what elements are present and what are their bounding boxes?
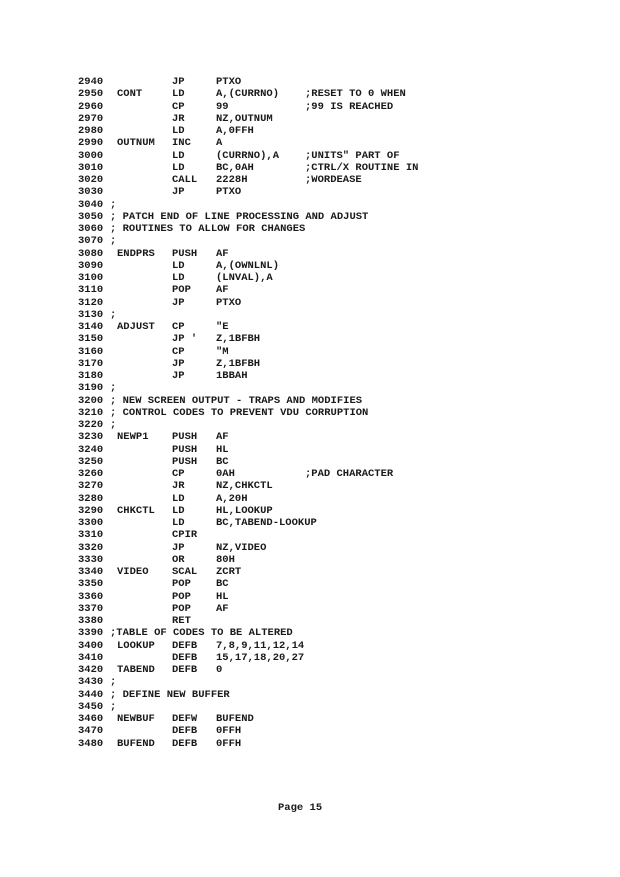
code-line <box>78 676 478 688</box>
line-number: 3150 <box>78 333 104 346</box>
label: NEWBUF <box>117 713 155 725</box>
comment: ;CTRL/X ROUTINE IN <box>305 161 419 174</box>
opcode: LD <box>172 125 185 137</box>
opcode: LD <box>172 259 185 272</box>
opcode: POP <box>172 590 191 603</box>
line-number: 3480 <box>78 737 104 750</box>
operand: HL <box>216 590 229 603</box>
operand: HL <box>216 443 229 456</box>
comment-text: ; <box>110 419 117 431</box>
opcode: JP <box>172 186 185 199</box>
opcode: INC <box>172 137 191 150</box>
line-number: 2970 <box>78 112 104 125</box>
opcode: LD <box>172 161 185 174</box>
code-line <box>78 701 478 713</box>
opcode: DEFB <box>172 639 198 652</box>
opcode: JR <box>172 112 185 125</box>
operand: Z,1BFBH <box>216 357 261 370</box>
code-line <box>78 125 478 137</box>
code-line <box>78 578 478 590</box>
line-number: 3340 <box>78 566 104 578</box>
operand: A,20H <box>216 492 248 505</box>
line-number: 3380 <box>78 615 104 627</box>
code-line <box>78 554 478 566</box>
opcode: CP <box>172 345 185 358</box>
operand: NZ,OUTNUM <box>216 112 273 125</box>
opcode: POP <box>172 578 191 591</box>
code-line <box>78 186 478 198</box>
line-number: 3440 <box>78 688 104 701</box>
operand: ZCRT <box>216 566 242 578</box>
opcode: CALL <box>172 174 198 186</box>
code-line <box>78 162 478 174</box>
line-number: 3330 <box>78 553 104 566</box>
label: VIDEO <box>117 566 149 578</box>
line-number: 3360 <box>78 590 104 603</box>
line-number: 3220 <box>78 419 104 431</box>
opcode: LD <box>172 504 185 517</box>
operand: A,0FFH <box>216 125 254 137</box>
code-line <box>78 137 478 149</box>
code-line <box>78 321 478 333</box>
line-number: 3250 <box>78 455 104 468</box>
code-line <box>78 358 478 370</box>
line-number: 3280 <box>78 492 104 505</box>
line-number: 3240 <box>78 443 104 456</box>
code-line <box>78 101 478 113</box>
code-line <box>78 419 478 431</box>
line-number: 3040 <box>78 198 104 211</box>
line-number: 3100 <box>78 272 104 284</box>
code-line <box>78 272 478 284</box>
operand: "M <box>216 345 229 358</box>
code-line <box>78 260 478 272</box>
operand: BC,0AH <box>216 161 254 174</box>
label: CONT <box>117 88 143 101</box>
comment: ;99 IS REACHED <box>305 100 394 113</box>
line-number: 3390 <box>78 627 104 640</box>
code-line <box>78 725 478 737</box>
line-number: 3110 <box>78 284 104 297</box>
page-number: 15 <box>309 802 323 814</box>
page-label: Page <box>278 802 304 814</box>
operand: AF <box>216 602 229 615</box>
opcode: CPIR <box>172 529 198 542</box>
code-line <box>78 382 478 394</box>
operand: 2228H <box>216 174 248 186</box>
line-number: 3290 <box>78 504 104 517</box>
code-line <box>78 297 478 309</box>
line-number: 2980 <box>78 125 104 137</box>
opcode: LD <box>172 517 185 529</box>
opcode: JP <box>172 296 185 309</box>
operand: BC <box>216 578 229 591</box>
line-number: 3050 <box>78 210 104 223</box>
line-number: 3010 <box>78 161 104 174</box>
line-number: 3400 <box>78 639 104 652</box>
operand: HL,LOOKUP <box>216 504 273 517</box>
code-line <box>78 640 478 652</box>
code-line <box>78 738 478 750</box>
operand: 99 <box>216 100 229 113</box>
comment-text: ; CONTROL CODES TO PREVENT VDU CORRUPTION <box>110 406 369 419</box>
opcode: POP <box>172 284 191 297</box>
line-number: 3370 <box>78 602 104 615</box>
line-number: 3200 <box>78 394 104 407</box>
operand: 0AH <box>216 468 235 480</box>
code-listing <box>78 76 478 750</box>
opcode: DEFB <box>172 651 198 664</box>
opcode: CP <box>172 321 185 333</box>
label: OUTNUM <box>117 137 155 150</box>
operand: 0FFH <box>216 725 242 738</box>
code-line <box>78 333 478 345</box>
line-number: 3210 <box>78 406 104 419</box>
line-number: 3160 <box>78 345 104 358</box>
operand: PTXO <box>216 76 242 88</box>
operand: Z,1BFBH <box>216 333 261 346</box>
line-number: 3090 <box>78 259 104 272</box>
code-line <box>78 468 478 480</box>
line-number: 3170 <box>78 357 104 370</box>
code-line <box>78 664 478 676</box>
label: CHKCTL <box>117 504 155 517</box>
opcode: CP <box>172 100 185 113</box>
code-line <box>78 542 478 554</box>
line-number: 3300 <box>78 517 104 529</box>
opcode: PUSH <box>172 443 198 456</box>
label: ADJUST <box>117 321 155 333</box>
code-line <box>78 505 478 517</box>
comment: ;PAD CHARACTER <box>305 468 394 480</box>
comment-text: ; ROUTINES TO ALLOW FOR CHANGES <box>110 223 306 235</box>
opcode: LD <box>172 149 185 162</box>
opcode: DEFB <box>172 737 198 750</box>
opcode: JP ' <box>172 333 198 346</box>
operand: AF <box>216 284 229 297</box>
label: TABEND <box>117 664 155 676</box>
opcode: LD <box>172 88 185 101</box>
line-number: 3350 <box>78 578 104 591</box>
code-line <box>78 88 478 100</box>
label: LOOKUP <box>117 639 155 652</box>
line-number: 3460 <box>78 713 104 725</box>
line-number: 3120 <box>78 296 104 309</box>
code-line <box>78 150 478 162</box>
operand: BC,TABEND-LOOKUP <box>216 517 317 529</box>
opcode: CP <box>172 468 185 480</box>
line-number: 3000 <box>78 149 104 162</box>
opcode: SCAL <box>172 566 198 578</box>
comment-text: ; NEW SCREEN OUTPUT - TRAPS AND MODIFIES <box>110 394 363 407</box>
operand: "E <box>216 321 229 333</box>
comment-text: ;TABLE OF CODES TO BE ALTERED <box>110 627 293 640</box>
opcode: RET <box>172 615 191 627</box>
code-line <box>78 76 478 88</box>
code-line <box>78 603 478 615</box>
code-line <box>78 517 478 529</box>
code-line <box>78 174 478 186</box>
line-number: 3310 <box>78 529 104 542</box>
code-line <box>78 113 478 125</box>
line-number: 3260 <box>78 468 104 480</box>
operand: AF <box>216 247 229 260</box>
line-number: 3140 <box>78 321 104 333</box>
code-line <box>78 591 478 603</box>
code-line <box>78 627 478 639</box>
code-line <box>78 395 478 407</box>
line-number: 3020 <box>78 174 104 186</box>
comment: ;RESET TO 0 WHEN <box>305 88 406 101</box>
code-line <box>78 493 478 505</box>
operand: AF <box>216 431 229 444</box>
code-line <box>78 480 478 492</box>
opcode: POP <box>172 602 191 615</box>
comment-text: ; <box>110 198 117 211</box>
line-number: 2940 <box>78 76 104 88</box>
operand: 80H <box>216 553 235 566</box>
code-line <box>78 370 478 382</box>
operand: 15,17,18,20,27 <box>216 651 305 664</box>
code-line <box>78 223 478 235</box>
operand: BC <box>216 455 229 468</box>
line-number: 3270 <box>78 480 104 493</box>
opcode: JP <box>172 541 185 554</box>
opcode: JR <box>172 480 185 493</box>
line-number: 2950 <box>78 88 104 101</box>
comment-text: ; DEFINE NEW BUFFER <box>110 688 230 701</box>
operand: A <box>216 137 223 150</box>
opcode: DEFW <box>172 713 198 725</box>
line-number: 3320 <box>78 541 104 554</box>
opcode: DEFB <box>172 664 198 676</box>
code-line <box>78 248 478 260</box>
comment-text: ; <box>110 700 117 713</box>
line-number: 3450 <box>78 700 104 713</box>
line-number: 3030 <box>78 186 104 199</box>
operand: PTXO <box>216 186 242 199</box>
comment-text: ; <box>110 382 117 395</box>
code-line <box>78 284 478 296</box>
code-line <box>78 456 478 468</box>
code-line <box>78 566 478 578</box>
operand: NZ,CHKCTL <box>216 480 273 493</box>
line-number: 3180 <box>78 370 104 382</box>
line-number: 3060 <box>78 223 104 235</box>
operand: BUFEND <box>216 713 254 725</box>
opcode: PUSH <box>172 431 198 444</box>
code-line <box>78 529 478 541</box>
code-line <box>78 431 478 443</box>
label: BUFEND <box>117 737 155 750</box>
opcode: DEFB <box>172 725 198 738</box>
code-line <box>78 689 478 701</box>
comment-text: ; PATCH END OF LINE PROCESSING AND ADJUST <box>110 210 369 223</box>
operand: A,(OWNLNL) <box>216 259 280 272</box>
line-number: 3420 <box>78 664 104 676</box>
code-line <box>78 444 478 456</box>
operand: 7,8,9,11,12,14 <box>216 639 305 652</box>
comment-text: ; <box>110 235 117 248</box>
line-number: 2960 <box>78 100 104 113</box>
opcode: PUSH <box>172 247 198 260</box>
code-line <box>78 615 478 627</box>
operand: 0FFH <box>216 737 242 750</box>
operand: (CURRNO),A <box>216 149 280 162</box>
opcode: PUSH <box>172 455 198 468</box>
line-number: 2990 <box>78 137 104 150</box>
opcode: JP <box>172 370 185 382</box>
code-line <box>78 407 478 419</box>
opcode: LD <box>172 272 185 284</box>
operand: 0 <box>216 664 223 676</box>
line-number: 3070 <box>78 235 104 248</box>
comment: ;WORDEASE <box>305 174 362 186</box>
opcode: JP <box>172 76 185 88</box>
line-number: 3080 <box>78 247 104 260</box>
code-line <box>78 235 478 247</box>
code-line <box>78 211 478 223</box>
code-line <box>78 652 478 664</box>
operand: A,(CURRNO) <box>216 88 280 101</box>
operand: (LNVAL),A <box>216 272 273 284</box>
label: ENDPRS <box>117 247 155 260</box>
line-number: 3130 <box>78 308 104 321</box>
code-line <box>78 713 478 725</box>
opcode: LD <box>172 492 185 505</box>
code-line <box>78 346 478 358</box>
line-number: 3230 <box>78 431 104 444</box>
code-line <box>78 199 478 211</box>
line-number: 3430 <box>78 676 104 689</box>
line-number: 3190 <box>78 382 104 395</box>
line-number: 3470 <box>78 725 104 738</box>
label: NEWP1 <box>117 431 149 444</box>
opcode: OR <box>172 553 185 566</box>
operand: 1BBAH <box>216 370 248 382</box>
comment: ;UNITS" PART OF <box>305 149 400 162</box>
opcode: JP <box>172 357 185 370</box>
comment-text: ; <box>110 308 117 321</box>
operand: PTXO <box>216 296 242 309</box>
code-line <box>78 309 478 321</box>
page-footer <box>278 802 322 814</box>
comment-text: ; <box>110 676 117 689</box>
line-number: 3410 <box>78 651 104 664</box>
operand: NZ,VIDEO <box>216 541 267 554</box>
